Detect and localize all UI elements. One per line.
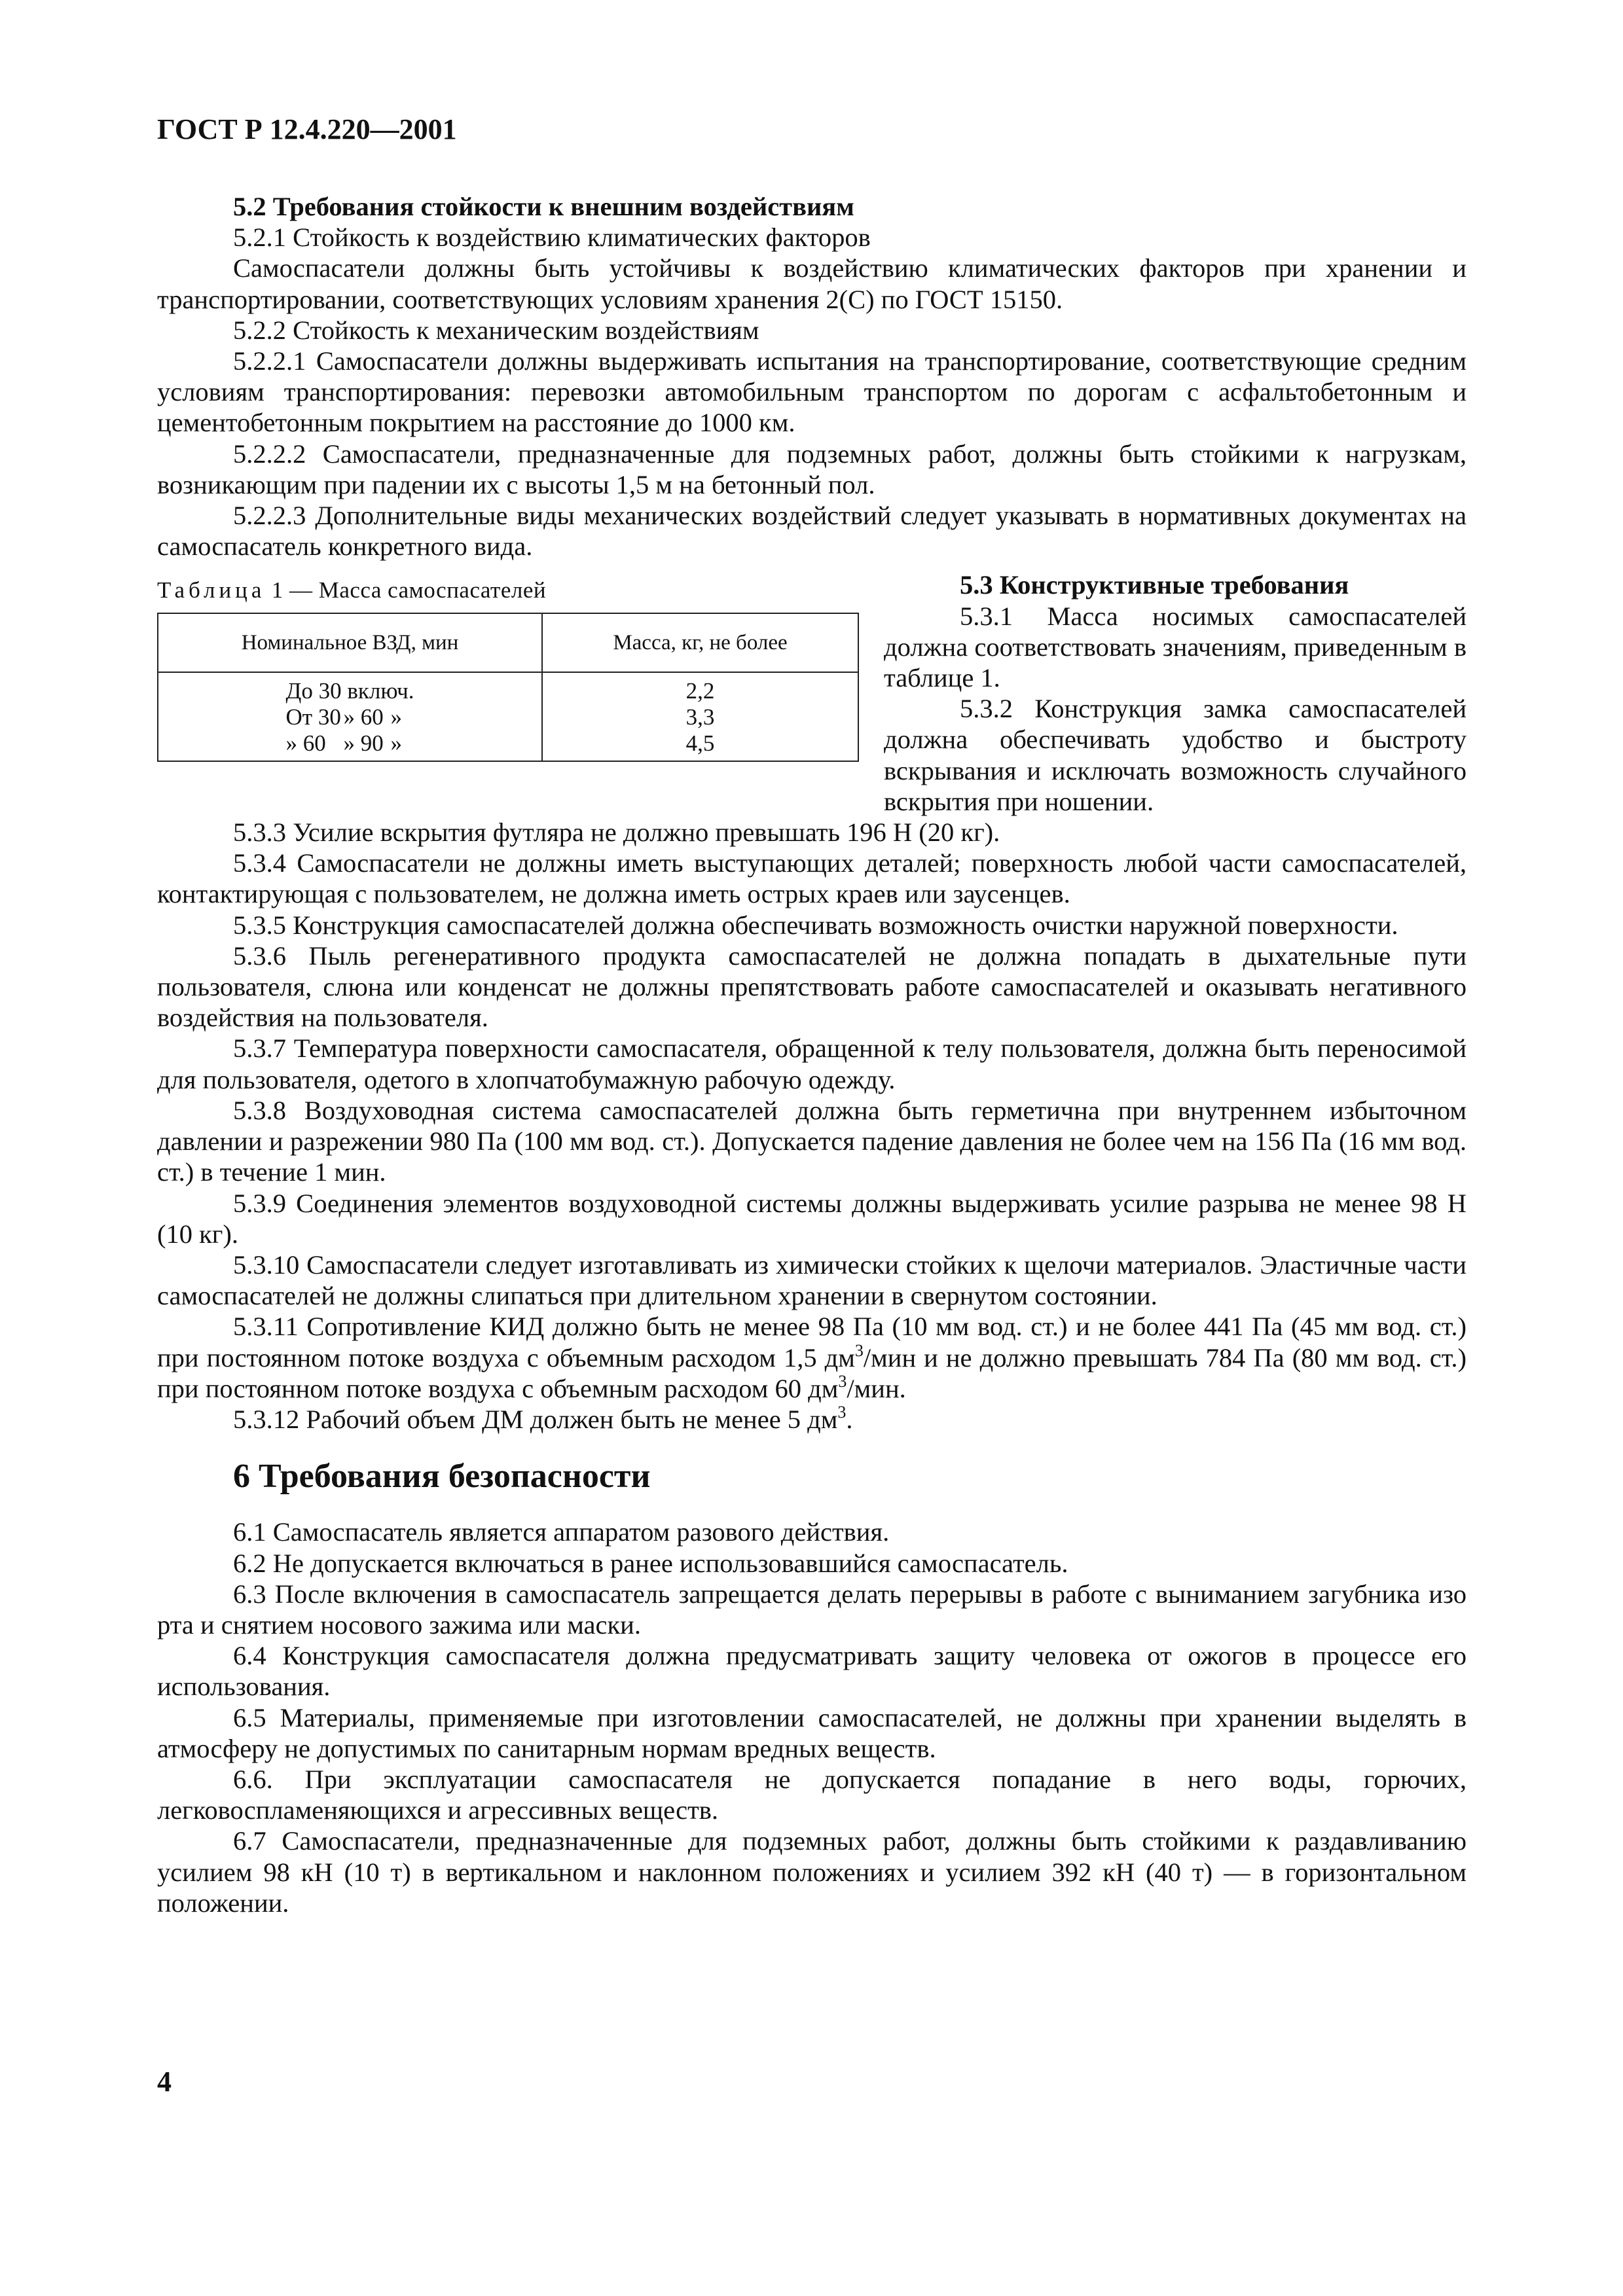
clause-6-3: 6.3 После включения в самоспасатель запрещается делать перерывы в работе с выниманием загубника изо рта и снятием носового зажима или маски.: [157, 1579, 1467, 1640]
clause-5-3-12: 5.3.12 Рабочий объем ДМ должен быть не менее 5 $дм^3$.: [233, 1402, 853, 1434]
table-and-section-5-3: [157, 569, 1467, 817]
table-value: 2,2: [685, 677, 715, 704]
clause-5-3-4: 5.3.4 Самоспасатели не должны иметь выступающих деталей; поверхность любой части самоспасателей, контактирующая с пользователем, не должна иметь острых краев или заусенцев.: [157, 848, 1467, 909]
clause-5-3-1: 5.3.1 Масса носимых самоспасателей должна соответствовать значениям, приведенным в таблице 1.: [884, 601, 1467, 693]
clause-5-3-8: 5.3.8 Воздуховодная система самоспасателей должна быть герметична при внутреннем избыточном давлении и разрежении 980 Па (100 мм вод. ст.). Допускается падение давления не более чем на 156 Па (16 мм вод. ст.) в течение 1 мин.: [157, 1095, 1467, 1187]
section-5-3-start: [884, 569, 1467, 817]
clause-5-3-5: 5.3.5 Конструкция самоспасателей должна обеспечивать возможность очистки наружной поверхности.: [233, 910, 1398, 940]
table-1-mass: [157, 613, 859, 762]
clause-6-6: 6.6. При эксплуатации самоспасателя не допускается попадание в него воды, горючих, легковоспламеняющихся и агрессивных веществ.: [157, 1764, 1467, 1825]
clause-5-2-2-title: 5.2.2 Стойкость к механическим воздействиям: [233, 315, 759, 345]
clause-5-3-3: 5.3.3 Усилие вскрытия футляра не должно превышать 196 Н (20 кг).: [233, 817, 1000, 848]
table-value: 3,3: [685, 704, 715, 730]
table-value: 4,5: [685, 730, 715, 756]
clause-5-3-2: 5.3.2 Конструкция замка самоспасателей должна обеспечивать удобство и быстроту вскрывания и исключать возможность случайного вскрытия при ношении.: [884, 694, 1467, 816]
table-header-mass: Масса, кг, не более: [542, 613, 858, 672]
clause-5-3-7: 5.3.7 Температура поверхности самоспасателя, обращенной к телу пользователя, должна быть переносимой для пользователя, одетого в хлопчатобумажную рабочую одежду.: [157, 1033, 1467, 1094]
document-body: [157, 191, 1467, 1918]
table-cell-durations: [158, 672, 542, 761]
page-number: 4: [157, 2066, 172, 2098]
clause-5-3-10: 5.3.10 Самоспасатели следует изготавливать из химически стойких к щелочи материалов. Эластичные части самоспасателей не должны слипаться при длительном хранении в свернутом состоянии.: [157, 1249, 1467, 1311]
clause-6-7: 6.7 Самоспасатели, предназначенные для подземных работ, должны быть стойкими к раздавливанию усилием 98 кН (10 т) в вертикальном и наклонном положениях и усилием 392 кН (40 т) — в горизонтальном положении.: [157, 1826, 1467, 1918]
page-header: ГОСТ Р 12.4.220—2001: [157, 113, 457, 145]
clause-5-3-9: 5.3.9 Соединения элементов воздуховодной системы должны выдерживать усилие разрыва не менее 98 Н (10 кг).: [157, 1188, 1467, 1249]
table-1-caption: Таблица 1 — Масса самоспасателей: [157, 577, 547, 603]
clause-6-1: 6.1 Самоспасатель является аппаратом разового действия.: [233, 1517, 890, 1547]
clause-5-2-1-text: Самоспасатели должны быть устойчивы к воздействию климатических факторов при хранении и транспортировании, соответствующих условиям хранения 2(С) по ГОСТ 15150.: [157, 253, 1467, 314]
clause-5-2-1-title: 5.2.1 Стойкость к воздействию климатических факторов: [233, 223, 871, 253]
clause-5-3-11: 5.3.11 Сопротивление КИД должно быть не менее 98 Па (10 мм вод. ст.) и не более 441 Па (45 мм вод. ст.) при постоянном потоке воздуха с объемным расходом 1,5 $дм^3$/мин и не должно превышать 784 Па (80 мм вод. ст.) при постоянном потоке воздуха с объемным расходом 60 $дм^3$/мин.: [157, 1312, 1467, 1403]
section-6-heading: 6 Требования безопасности: [233, 1458, 651, 1496]
clause-6-4: 6.4 Конструкция самоспасателя должна предусматривать защиту человека от ожогов в процессе его использования.: [157, 1641, 1467, 1702]
table-header-duration: Номинальное ВЗД, мин: [158, 613, 542, 672]
table-cell-masses: [542, 672, 858, 761]
table-row-2-duration: От 30 » 60 »: [285, 704, 402, 730]
clause-5-2-2-1: 5.2.2.1 Самоспасатели должны выдерживать испытания на транспортирование, соответствующие средним условиям транспортирования: перевозки автомобильным транспортом по дорогам с асфальтобетонным и цементобетонным покрытием на расстояние до 1000 км.: [157, 346, 1467, 438]
table-1-block: [157, 569, 859, 817]
clause-6-5: 6.5 Материалы, применяемые при изготовлении самоспасателей, не должны при хранении выделять в атмосферу не допустимых по санитарным нормам вредных веществ.: [157, 1702, 1467, 1763]
table-row-1-duration: До 30 включ.: [285, 677, 414, 704]
clause-6-2: 6.2 Не допускается включаться в ранее использовавшийся самоспасатель.: [233, 1548, 1068, 1578]
table-row-3-duration: » 60 » 90 »: [285, 730, 402, 756]
section-5-3-heading: 5.3 Конструктивные требования: [960, 570, 1349, 600]
section-5-2-heading: 5.2 Требования стойкости к внешним воздействиям: [233, 192, 854, 221]
clause-5-3-6: 5.3.6 Пыль регенеративного продукта самоспасателей не должна попадать в дыхательные пути пользователя, слюна или конденсат не должны препятствовать работе самоспасателей и оказывать негативного воздействия на пользователя.: [157, 941, 1467, 1033]
clause-5-2-2-3: 5.2.2.3 Дополнительные виды механических воздействий следует указывать в нормативных документах на самоспасатель конкретного вида.: [157, 501, 1467, 562]
clause-5-2-2-2: 5.2.2.2 Самоспасатели, предназначенные для подземных работ, должны быть стойкими к нагрузкам, возникающим при падении их с высоты 1,5 м на бетонный пол.: [157, 439, 1467, 499]
